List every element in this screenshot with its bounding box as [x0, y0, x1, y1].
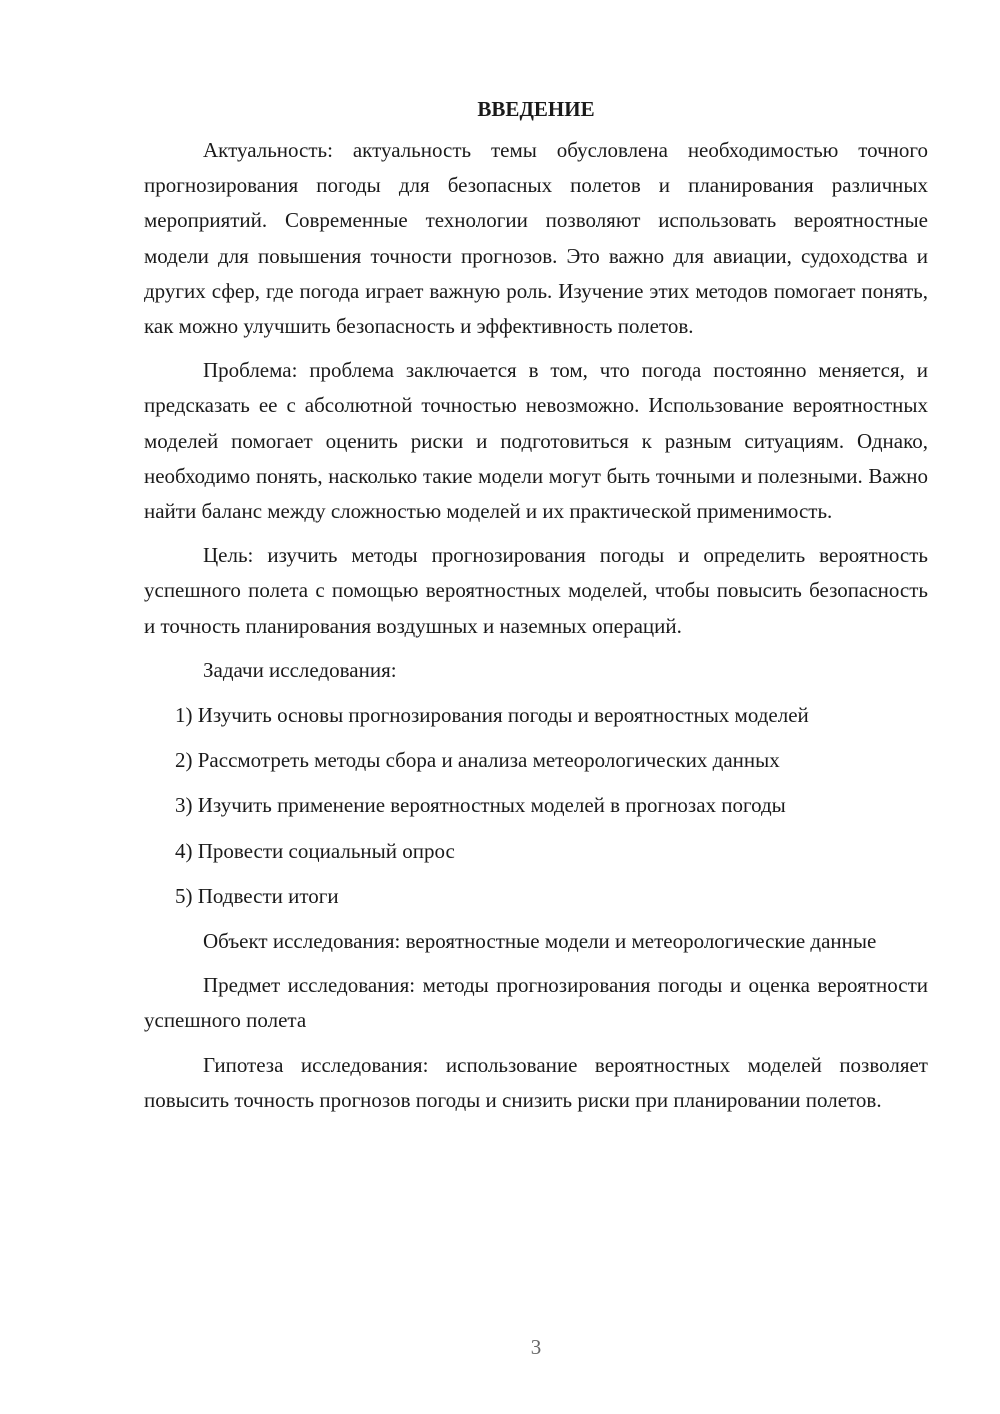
task-item: 4) Провести социальный опрос	[175, 838, 455, 863]
paragraph-hypothesis: Гипотеза исследования: использование вероятностных моделей позволяет повысить точность прогнозов погоды и снизить риски при планировании полетов.	[144, 1052, 928, 1112]
paragraph-problem: Проблема: проблема заключается в том, что погода постоянно меняется, и предсказать ее с абсолютной точностью невозможно. Использование вероятностных моделей помогает оценить риски и подготовиться к разным ситуациям. Однако, необходимо понять, насколько такие модели могут быть точными и полезными. Важно найти баланс между сложностью моделей и их практической применимость.	[144, 358, 928, 524]
page-number: 3	[530, 1335, 542, 1359]
paragraph-relevance: Актуальность: актуальность темы обусловлена необходимостью точного прогнозирования погоды для безопасных полетов и планирования различных мероприятий. Современные технологии позволяют использовать вероятностные модели для повышения точности прогнозов. Это важно для авиации, судоходства и других сфер, где погода играет важную роль. Изучение этих методов помогает понять, как можно улучшить безопасность и эффективность полетов.	[144, 138, 928, 339]
paragraph-subject: Предмет исследования: методы прогнозирования погоды и оценка вероятности успешного полета	[144, 973, 928, 1033]
tasks-list	[144, 698, 928, 914]
tasks-heading: Задачи исследования:	[203, 657, 397, 682]
task-item: 3) Изучить применение вероятностных моделей в прогнозах погоды	[175, 793, 786, 818]
task-item: 5) Подвести итоги	[175, 883, 339, 908]
paragraph-object: Объект исследования: вероятностные модели и метеорологические данные	[203, 929, 877, 954]
task-item: 1) Изучить основы прогнозирования погоды и вероятностных моделей	[175, 703, 809, 728]
task-item: 2) Рассмотреть методы сбора и анализа метеорологических данных	[175, 748, 780, 773]
paragraph-goal: Цель: изучить методы прогнозирования погоды и определить вероятность успешного полета с помощью вероятностных моделей, чтобы повысить безопасность и точность планирования воздушных и наземных операций.	[144, 543, 928, 638]
page-title: ВВЕДЕНИЕ	[477, 97, 595, 121]
document-page	[144, 92, 928, 1127]
